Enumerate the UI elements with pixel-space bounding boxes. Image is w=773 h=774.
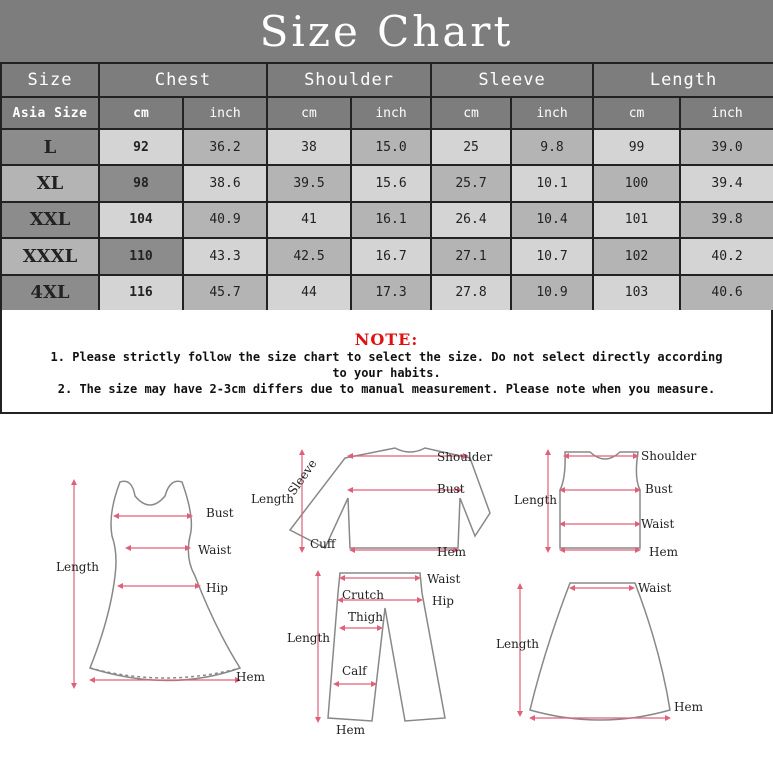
dress-waist-label: Waist — [198, 543, 232, 557]
value-cell: 27.8 — [431, 275, 511, 311]
header-shoulder: Shoulder — [267, 63, 431, 97]
table-row — [1, 275, 773, 311]
note-box — [0, 310, 773, 414]
pants-length-label: Length — [287, 631, 331, 645]
value-cell: 45.7 — [183, 275, 267, 311]
header-row — [1, 63, 773, 97]
value-cell: 17.3 — [351, 275, 431, 311]
unit-cell: inch — [511, 97, 593, 129]
value-cell: 99 — [593, 129, 680, 165]
table-row — [1, 238, 773, 274]
table-body — [1, 129, 773, 311]
value-cell: 15.0 — [351, 129, 431, 165]
header-length: Length — [593, 63, 773, 97]
measurement-diagrams — [0, 418, 773, 774]
note-line-1b: to your habits. — [332, 366, 441, 380]
unit-cell: cm — [99, 97, 183, 129]
size-label-cell: L — [1, 129, 99, 165]
value-cell: 41 — [267, 202, 351, 238]
skirt-waist-label: Waist — [638, 581, 672, 595]
value-cell: 25.7 — [431, 165, 511, 201]
value-cell: 39.4 — [680, 165, 773, 201]
value-cell: 98 — [99, 165, 183, 201]
value-cell: 100 — [593, 165, 680, 201]
shirt-sleeve-label: Sleeve — [284, 456, 320, 498]
value-cell: 10.9 — [511, 275, 593, 311]
unit-cell: inch — [351, 97, 431, 129]
value-cell: 40.9 — [183, 202, 267, 238]
pants-hem-label: Hem — [336, 723, 365, 737]
skirt-hem-label: Hem — [674, 700, 703, 714]
value-cell: 103 — [593, 275, 680, 311]
vest-shoulder-label: Shoulder — [641, 449, 697, 463]
value-cell: 16.1 — [351, 202, 431, 238]
value-cell: 102 — [593, 238, 680, 274]
value-cell: 10.7 — [511, 238, 593, 274]
vest-length-label: Length — [514, 493, 558, 507]
dress-bust-label: Bust — [206, 506, 234, 520]
header-sleeve: Sleeve — [431, 63, 593, 97]
header-chest: Chest — [99, 63, 267, 97]
header-size: Size — [1, 63, 99, 97]
value-cell: 44 — [267, 275, 351, 311]
page-title: Size Chart — [0, 0, 773, 62]
value-cell: 110 — [99, 238, 183, 274]
value-cell: 27.1 — [431, 238, 511, 274]
unit-cell: cm — [431, 97, 511, 129]
value-cell: 36.2 — [183, 129, 267, 165]
dress-length-label: Length — [56, 560, 100, 574]
pants-hip-label: Hip — [432, 594, 454, 608]
pants-crutch-label: Crutch — [342, 588, 384, 602]
shirt-cuff-label: Cuff — [310, 537, 336, 551]
unit-cell: inch — [183, 97, 267, 129]
unit-cell: cm — [593, 97, 680, 129]
value-cell: 16.7 — [351, 238, 431, 274]
value-cell: 116 — [99, 275, 183, 311]
skirt-diagram — [530, 583, 670, 720]
shirt-length-label: Length — [251, 492, 295, 506]
unit-cell: inch — [680, 97, 773, 129]
pants-waist-label: Waist — [427, 572, 461, 586]
value-cell: 25 — [431, 129, 511, 165]
pants-thigh-label: Thigh — [348, 610, 383, 624]
asia-size-label: Asia Size — [1, 97, 99, 129]
vest-hem-label: Hem — [649, 545, 678, 559]
table-row — [1, 129, 773, 165]
value-cell: 39.0 — [680, 129, 773, 165]
pants-calf-label: Calf — [342, 664, 367, 678]
value-cell: 39.8 — [680, 202, 773, 238]
shirt-bust-label: Bust — [437, 482, 465, 496]
value-cell: 42.5 — [267, 238, 351, 274]
shirt-shoulder-label: Shoulder — [437, 450, 493, 464]
dress-hip-label: Hip — [206, 581, 228, 595]
note-line-2: 2. The size may have 2-3cm differs due to manual measurement. Please note when you measure. — [57, 382, 716, 396]
garment-diagrams-svg — [0, 418, 773, 774]
value-cell: 43.3 — [183, 238, 267, 274]
size-label-cell: XXL — [1, 202, 99, 238]
value-cell: 104 — [99, 202, 183, 238]
unit-row — [1, 97, 773, 129]
value-cell: 39.5 — [267, 165, 351, 201]
value-cell: 101 — [593, 202, 680, 238]
skirt-length-label: Length — [496, 637, 540, 651]
vest-bust-label: Bust — [645, 482, 673, 496]
unit-cell: cm — [267, 97, 351, 129]
note-title: NOTE: — [354, 330, 419, 349]
value-cell: 40.2 — [680, 238, 773, 274]
value-cell: 92 — [99, 129, 183, 165]
dress-hem-label: Hem — [236, 670, 265, 684]
size-label-cell: XXXL — [1, 238, 99, 274]
vest-waist-label: Waist — [641, 517, 675, 531]
value-cell: 10.1 — [511, 165, 593, 201]
value-cell: 38.6 — [183, 165, 267, 201]
shirt-hem-label: Hem — [437, 545, 466, 559]
table-row — [1, 165, 773, 201]
value-cell: 40.6 — [680, 275, 773, 311]
vest-diagram — [560, 452, 640, 548]
size-label-cell: 4XL — [1, 275, 99, 311]
value-cell: 38 — [267, 129, 351, 165]
value-cell: 9.8 — [511, 129, 593, 165]
value-cell: 26.4 — [431, 202, 511, 238]
value-cell: 15.6 — [351, 165, 431, 201]
size-chart-table — [0, 62, 773, 312]
value-cell: 10.4 — [511, 202, 593, 238]
note-line-1: 1. Please strictly follow the size chart to select the size. Do not select directly according — [50, 350, 723, 364]
table-row — [1, 202, 773, 238]
size-label-cell: XL — [1, 165, 99, 201]
